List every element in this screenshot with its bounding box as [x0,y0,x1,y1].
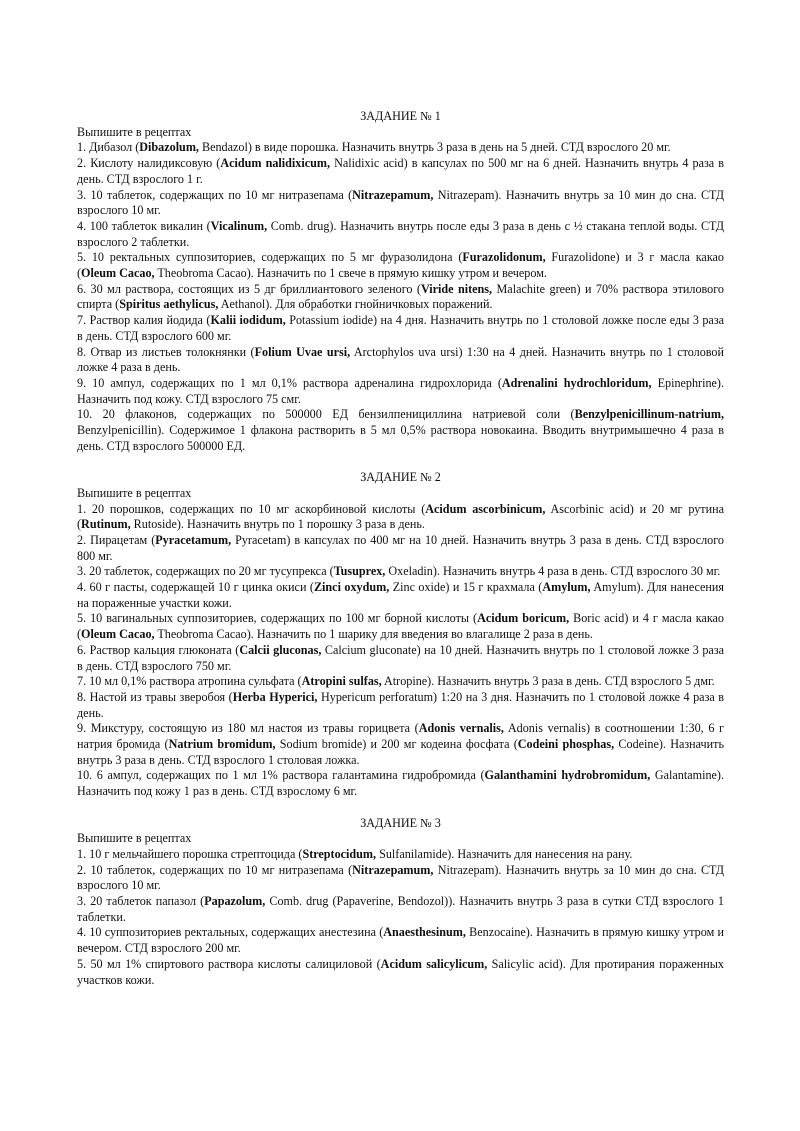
task-text: Boric acid) и 4 г масла какао ( [77,611,724,642]
latin-drug-name: Benzylpenicillinum-natrium, [574,407,724,422]
latin-drug-name: Atropini sulfas, [301,674,382,689]
prescription-task [77,674,724,690]
prescription-task [77,376,724,407]
task-text: Amylum). Для нанесения на пораженные участки кожи. [77,580,725,610]
latin-drug-name: Papazolum, [204,894,266,909]
prescription-task [77,925,724,956]
latin-drug-name: Furazolidonum, [462,250,546,265]
assignment-section [77,109,724,454]
document-page [77,109,724,1004]
latin-drug-name: Pyracetamum, [155,532,232,547]
section-title: ЗАДАНИЕ № 1 [360,109,441,123]
latin-drug-name: Kalii iodidum, [210,313,286,328]
prescription-task [77,345,724,376]
prescription-task [77,140,724,156]
latin-drug-name: Oleum Cacao, [81,266,155,281]
latin-drug-name: Acidum boricum, [477,611,570,626]
task-text: 3. 20 таблеток папазол ( [77,894,205,909]
prescription-task [77,721,724,768]
task-text: Codeine). Назначить внутрь 3 раза в день. СТД взрослого 1 столовая ложка. [77,737,724,767]
prescription-task [77,407,724,454]
task-text: 4. 100 таблеток викалин ( [77,218,211,233]
task-text: Theobroma Cacao). Назначить по 1 свече в прямую кишку утром и вечером. [154,266,547,281]
task-text: 7. 10 мл 0,1% раствора атропина сульфата ( [77,674,302,689]
prescription-task [77,156,724,187]
task-text: 3. 20 таблеток, содержащих по 20 мг тусупрекса ( [77,564,334,579]
task-text: Epinephrine). Назначить под кожу. СТД взрослого 75 смг. [77,375,725,406]
task-text: 8. Настой из травы зверобоя ( [77,689,233,704]
task-text: Malachite green) и 70% раствора этилового спирта ( [77,281,725,312]
task-text: 4. 60 г пасты, содержащей 10 г цинка окиси ( [77,580,314,595]
latin-drug-name: Acidum nalidixicum, [220,156,331,171]
task-text: 8. Отвар из листьев толокнянки ( [77,344,255,359]
latin-drug-name: Anaesthesinum, [383,925,466,940]
latin-drug-name: Calcii gluconas, [239,642,322,657]
task-text: Atropine). Назначить внутрь 3 раза в день. СТД взрослого 5 дмг. [381,674,715,689]
prescription-task [77,768,724,799]
task-text: Arctophylos uva ursi) 1:30 на 4 дней. Назначить внутрь по 1 столовой ложке 4 раза в день. [77,344,724,375]
prescription-task [77,188,724,219]
task-text: Ascorbinic acid) и 20 мг рутина ( [77,501,724,532]
prescription-task [77,313,724,344]
section-instruction: Выпишите в рецептах [77,124,192,139]
prescription-task [77,643,724,674]
task-text: Potassium iodide) на 4 дня. Назначить внутрь по 1 столовой ложке после еды 3 раза в день. СТД взрослого 600 мг. [77,313,725,343]
task-text: Nalidixic acid) в капсулах по 500 мг на 6 дней. Назначить внутрь 4 раза в день. СТД взрослого 1 г. [77,156,724,186]
prescription-task [77,847,724,863]
assignment-section [77,470,724,800]
assignment-section [77,816,724,989]
task-text: 10. 6 ампул, содержащих по 1 мл 1% раствора галантамина гидробромида ( [77,768,485,783]
latin-drug-name: Codeini phosphas, [517,737,615,752]
task-text: 2. Пирацетам ( [77,532,156,547]
task-text: Calcium gluconate) на 10 дней. Назначить внутрь по 1 столовой ложке 3 раза в день. СТД взрослого 750 мг. [77,642,724,673]
task-text: 1. Дибазол ( [77,140,140,155]
latin-drug-name: Tusuprex, [333,564,386,579]
task-text: Bendazol) в виде порошка. Назначить внутрь 3 раза в день на 5 дней. СТД взрослого 20 мг. [198,140,671,155]
prescription-task [77,533,724,564]
task-text: Theobroma Cacao). Назначить по 1 шарику для введения во влагалище 2 раза в день. [154,627,593,642]
prescription-task [77,219,724,250]
latin-drug-name: Spiritus aethylicus, [119,297,219,312]
latin-drug-name: Nitrazepamum, [352,862,434,877]
section-instruction: Выпишите в рецептах [77,485,192,500]
task-text: 9. Микстуру, состоящую из 180 мл настоя из травы горицвета ( [77,721,419,736]
task-text: 5. 50 мл 1% спиртового раствора кислоты салициловой ( [77,956,381,971]
prescription-task [77,611,724,642]
task-text: 2. Кислоту налидиксовую ( [77,156,221,171]
task-text: Rutoside). Назначить внутрь по 1 порошку 3 раза в день. [130,517,425,532]
task-text: 1. 10 г мельчайшего порошка стрептоцида ( [77,846,303,861]
task-text: Galantamine). Назначить под кожу 1 раз в день. СТД взрослому 6 мг. [77,768,724,799]
task-text: 5. 10 ректальных суппозиториев, содержащих по 5 мг фуразолидона ( [77,250,463,265]
prescription-task [77,957,724,988]
latin-drug-name: Streptocidum, [302,846,377,861]
task-text: Benzocaine). Назначить в прямую кишку утром и вечером. СТД взрослого 200 мг. [77,925,724,956]
task-text: 7. Раствор калия йодида ( [77,313,211,328]
task-text: 10. 20 флаконов, содержащих по 500000 ЕД бензилпенициллина натриевой соли ( [77,407,575,422]
section-instruction: Выпишите в рецептах [77,831,192,846]
latin-drug-name: Acidum ascorbinicum, [425,501,546,516]
latin-drug-name: Herba Hyperici, [232,689,318,704]
prescription-task [77,250,724,281]
task-text: Oxeladin). Назначить внутрь 4 раза в день. СТД взрослого 30 мг. [385,564,721,579]
latin-drug-name: Adonis vernalis, [418,721,504,736]
task-text: Sulfanilamide). Назначить для нанесения на рану. [376,846,633,861]
latin-drug-name: Zinci oxydum, [313,580,390,595]
task-text: Salicylic acid). Для протирания пораженных участков кожи. [77,956,724,987]
prescription-task [77,502,724,533]
latin-drug-name: Dibazolum, [139,140,199,155]
task-text: Adonis vernalis) в соотношении 1:30, 6 г натрия бромида ( [77,721,725,752]
task-text: Nitrazepam). Назначить внутрь за 10 мин до сна. СТД взрослого 10 мг. [77,187,724,218]
latin-drug-name: Folium Uvae ursi, [254,344,351,359]
task-text: Comb. drug (Papaverine, Bendozol)). Назначить внутрь 3 раза в сутки СТД взрослого 1 таблетки. [77,894,725,924]
prescription-task [77,580,724,611]
latin-drug-name: Vicalinum, [210,218,268,233]
task-text: 2. 10 таблеток, содержащих по 10 мг нитразепама ( [77,862,353,877]
task-text: Aethanol). Для обработки гнойничковых поражений. [218,297,493,312]
task-text: 4. 10 суппозиториев ректальных, содержащих анестезина ( [77,925,384,940]
latin-drug-name: Adrenalini hydrochloridum, [501,375,652,390]
task-text: 1. 20 порошков, содержащих по 10 мг аскорбиновой кислоты ( [77,501,426,516]
task-text: Zinc oxide) и 15 г крахмала ( [389,580,543,595]
task-text: Comb. drug). Назначить внутрь после еды 3 раза в день с ½ стакана теплой воды. СТД взрослого 2 таблетки. [77,218,724,249]
task-text: Sodium bromide) и 200 мг кодеина фосфата ( [275,737,518,752]
task-text: 9. 10 ампул, содержащих по 1 мл 0,1% раствора адреналина гидрохлорида ( [77,375,502,390]
task-text: 5. 10 вагинальных суппозиториев, содержащих по 100 мг борной кислоты ( [77,611,478,626]
task-text: 3. 10 таблеток, содержащих по 10 мг нитразепама ( [77,187,353,202]
task-text: 6. 30 мл раствора, состоящих из 5 дг бриллиантового зеленого ( [77,281,421,296]
latin-drug-name: Natrium bromidum, [168,737,276,752]
section-title: ЗАДАНИЕ № 2 [360,470,441,485]
task-text: Pyracetam) в капсулах по 400 мг на 10 дней. Назначить внутрь 3 раза в день. СТД взрослого 800 мг. [77,532,725,563]
prescription-task [77,863,724,894]
task-text: 6. Раствор кальция глюконата ( [77,642,240,657]
latin-drug-name: Amylum, [542,580,591,595]
latin-drug-name: Nitrazepamum, [352,187,434,202]
prescription-task [77,564,724,580]
prescription-task [77,894,724,925]
task-text: Nitrazepam). Назначить внутрь за 10 мин до сна. СТД взрослого 10 мг. [77,862,724,893]
latin-drug-name: Acidum salicylicum, [380,956,488,971]
task-text: Benzylpenicillin). Содержимое 1 флакона растворить в 5 мл 0,5% раствора новокаина. Вводить внутримышечно 4 раза в день. СТД взрослого 500000 ЕД. [77,423,724,453]
prescription-task [77,690,724,721]
task-text: Hypericum perforatum) 1:20 на 3 дня. Назначить по 1 столовой ложке 4 раза в день. [77,689,725,720]
latin-drug-name: Galanthamini hydrobromidum, [484,768,651,783]
section-title: ЗАДАНИЕ № 3 [360,815,441,830]
latin-drug-name: Viride nitens, [420,281,493,296]
prescription-task [77,282,724,313]
latin-drug-name: Rutinum, [81,517,131,532]
task-text: Furazolidone) и 3 г масла какао ( [77,250,724,281]
latin-drug-name: Oleum Cacao, [81,627,155,642]
